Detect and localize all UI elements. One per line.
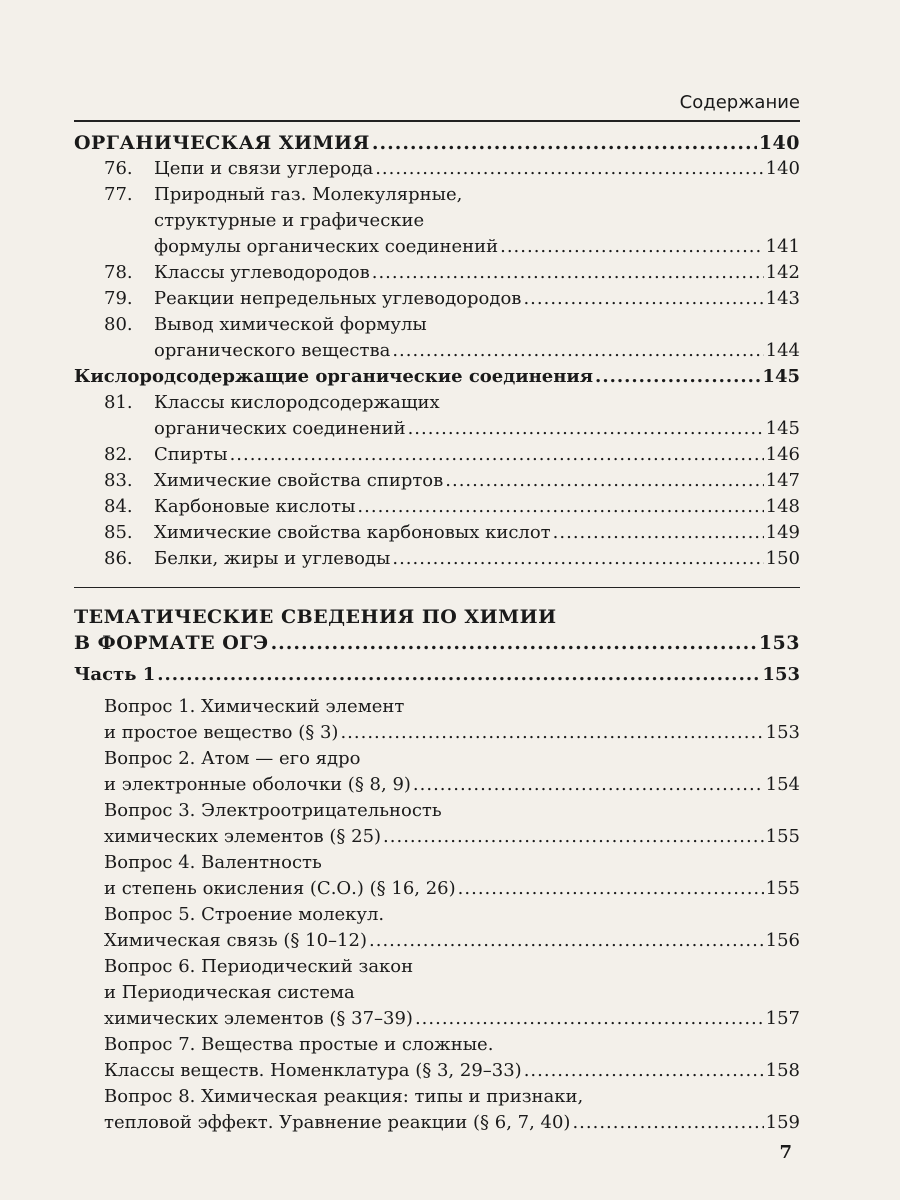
entry-number: 81. xyxy=(104,392,133,413)
page-number: 150 xyxy=(765,548,800,569)
leader-dots xyxy=(375,156,763,182)
page-number: 146 xyxy=(765,444,800,465)
toc-entry-84[interactable] xyxy=(74,494,800,520)
entry-number: 86. xyxy=(104,548,133,569)
toc-entry-77-cont xyxy=(74,208,800,234)
question-title: Вопрос 6. Периодический закон xyxy=(104,956,414,977)
entry-title-cont: формулы органических соединений xyxy=(154,236,499,257)
entry-title-cont: органических соединений xyxy=(154,418,406,439)
header-rule xyxy=(74,120,800,122)
entry-title: Классы кислородсодержащих xyxy=(154,392,440,413)
question-title: Вопрос 5. Строение молекул. xyxy=(104,904,385,925)
toc-entry-76[interactable] xyxy=(74,156,800,182)
leader-dots xyxy=(383,824,764,850)
question-title: Вопрос 4. Валентность xyxy=(104,852,322,873)
toc-entry-86[interactable] xyxy=(74,546,800,572)
entry-number: 84. xyxy=(104,496,133,517)
toc-section-thematic-cont[interactable] xyxy=(74,630,800,656)
section-title: ТЕМАТИЧЕСКИЕ СВЕДЕНИЯ ПО ХИМИИ xyxy=(74,606,557,628)
leader-dots xyxy=(413,772,764,798)
toc-question-6-cont xyxy=(74,980,800,1006)
part-title: Часть 1 xyxy=(74,664,156,685)
toc-question-5-cont xyxy=(74,928,800,954)
entry-title: Химические свойства карбоновых кислот xyxy=(154,522,551,543)
leader-dots xyxy=(408,416,764,442)
leader-dots xyxy=(523,286,763,312)
toc-entry-82[interactable] xyxy=(74,442,800,468)
page-number: 140 xyxy=(765,158,800,179)
toc-question-5[interactable] xyxy=(74,902,800,928)
toc-entry-81[interactable] xyxy=(74,390,800,416)
entry-title: Природный газ. Молекулярные, xyxy=(154,184,463,205)
leader-dots xyxy=(553,520,764,546)
entry-title: Реакции непредельных углеводородов xyxy=(154,288,522,309)
toc-question-4-cont xyxy=(74,876,800,902)
toc-question-6-cont xyxy=(74,1006,800,1032)
toc-organic xyxy=(74,130,800,572)
toc-entry-81-cont xyxy=(74,416,800,442)
question-title: Вопрос 8. Химическая реакция: типы и признаки, xyxy=(104,1086,584,1107)
toc-entry-78[interactable] xyxy=(74,260,800,286)
toc-entry-83[interactable] xyxy=(74,468,800,494)
leader-dots xyxy=(500,234,764,260)
section-title: ОРГАНИЧЕСКАЯ ХИМИЯ xyxy=(74,132,370,154)
question-title: Вопрос 3. Электроотрицательность xyxy=(104,800,442,821)
entry-title: Цепи и связи углерода xyxy=(154,158,374,179)
leader-dots xyxy=(458,876,764,902)
toc-question-2-cont xyxy=(74,772,800,798)
question-title-cont: Классы веществ. Номенклатура (§ 3, 29–33) xyxy=(104,1060,522,1081)
page-number: 140 xyxy=(758,132,800,154)
toc-entry-80[interactable] xyxy=(74,312,800,338)
toc-question-3[interactable] xyxy=(74,798,800,824)
toc-part-1-heading[interactable] xyxy=(74,662,800,688)
toc-entry-85[interactable] xyxy=(74,520,800,546)
question-title-cont: тепловой эффект. Уравнение реакции (§ 6, 7, 40) xyxy=(104,1112,571,1133)
page-number: 154 xyxy=(765,774,800,795)
question-title-cont: и простое вещество (§ 3) xyxy=(104,722,339,743)
leader-dots xyxy=(230,442,764,468)
page-number: 159 xyxy=(765,1112,800,1133)
page-number: 153 xyxy=(762,664,800,685)
section-rule xyxy=(74,587,800,588)
page-number: 155 xyxy=(765,826,800,847)
toc-question-8[interactable] xyxy=(74,1084,800,1110)
question-title-cont: химических элементов (§ 25) xyxy=(104,826,382,847)
leader-dots xyxy=(595,364,760,390)
toc-entry-77[interactable] xyxy=(74,182,800,208)
page-number: 148 xyxy=(765,496,800,517)
page-number: 155 xyxy=(765,878,800,899)
entry-title: Классы углеводородов xyxy=(154,262,370,283)
leader-dots xyxy=(372,260,764,286)
page-number: 141 xyxy=(765,236,800,257)
toc-question-1-cont xyxy=(74,720,800,746)
toc-question-7-cont xyxy=(74,1058,800,1084)
question-title-cont: химических элементов (§ 37–39) xyxy=(104,1008,413,1029)
toc-question-3-cont xyxy=(74,824,800,850)
toc-thematic xyxy=(74,604,800,656)
toc-question-4[interactable] xyxy=(74,850,800,876)
toc-question-1[interactable] xyxy=(74,694,800,720)
entry-title: Химические свойства спиртов xyxy=(154,470,444,491)
leader-dots xyxy=(572,1110,763,1136)
leader-dots xyxy=(369,928,764,954)
section-title-cont: В ФОРМАТЕ ОГЭ xyxy=(74,632,269,654)
question-title: Вопрос 7. Вещества простые и сложные. xyxy=(104,1034,494,1055)
page-number: 153 xyxy=(758,632,800,654)
page-number: 145 xyxy=(765,418,800,439)
leader-dots xyxy=(372,130,757,156)
entry-number: 79. xyxy=(104,288,133,309)
leader-dots xyxy=(392,546,763,572)
toc-entry-80-cont xyxy=(74,338,800,364)
entry-number: 77. xyxy=(104,184,133,205)
question-title-cont: и электронные оболочки (§ 8, 9) xyxy=(104,774,411,795)
entry-number: 82. xyxy=(104,444,133,465)
page-number: 158 xyxy=(765,1060,800,1081)
question-title-cont: и степень окисления (С.О.) (§ 16, 26) xyxy=(104,878,456,899)
leader-dots xyxy=(524,1058,764,1084)
entry-title: Белки, жиры и углеводы xyxy=(154,548,391,569)
page-number: 147 xyxy=(765,470,800,491)
toc-question-7[interactable] xyxy=(74,1032,800,1058)
toc-entry-79[interactable] xyxy=(74,286,800,312)
page-number: 157 xyxy=(765,1008,800,1029)
toc-entry-77-cont xyxy=(74,234,800,260)
page-number: 156 xyxy=(765,930,800,951)
toc-question-2[interactable] xyxy=(74,746,800,772)
page-number: 142 xyxy=(765,262,800,283)
running-header: Содержание xyxy=(679,92,800,113)
entry-title: Вывод химической формулы xyxy=(154,314,427,335)
leader-dots xyxy=(340,720,763,746)
entry-number: 83. xyxy=(104,470,133,491)
page-number: 144 xyxy=(765,340,800,361)
question-title-cont: Химическая связь (§ 10–12) xyxy=(104,930,367,951)
toc-question-6[interactable] xyxy=(74,954,800,980)
toc-part-1 xyxy=(74,662,800,1136)
question-title: Вопрос 1. Химический элемент xyxy=(104,696,405,717)
toc-section-oxygen[interactable] xyxy=(74,364,800,390)
leader-dots xyxy=(357,494,763,520)
entry-number: 85. xyxy=(104,522,133,543)
question-title: Вопрос 2. Атом — его ядро xyxy=(104,748,361,769)
entry-number: 78. xyxy=(104,262,133,283)
leader-dots xyxy=(445,468,763,494)
entry-title-cont: органического вещества xyxy=(154,340,391,361)
entry-title: Карбоновые кислоты xyxy=(154,496,356,517)
toc-question-8-cont xyxy=(74,1110,800,1136)
folio-page-number: 7 xyxy=(779,1142,792,1163)
question-title-cont: и Периодическая система xyxy=(104,982,355,1003)
entry-number: 76. xyxy=(104,158,133,179)
entry-title-cont: структурные и графические xyxy=(154,210,425,231)
leader-dots xyxy=(271,630,757,656)
leader-dots xyxy=(415,1006,764,1032)
page-number: 143 xyxy=(765,288,800,309)
toc-section-organic[interactable] xyxy=(74,130,800,156)
toc-section-thematic[interactable] xyxy=(74,604,800,630)
entry-title: Спирты xyxy=(154,444,228,465)
leader-dots xyxy=(392,338,763,364)
leader-dots xyxy=(157,662,760,688)
section-title: Кислородсодержащие органические соединения xyxy=(74,366,594,387)
page-number: 153 xyxy=(765,722,800,743)
page-number: 145 xyxy=(762,366,800,387)
page-number: 149 xyxy=(765,522,800,543)
entry-number: 80. xyxy=(104,314,133,335)
